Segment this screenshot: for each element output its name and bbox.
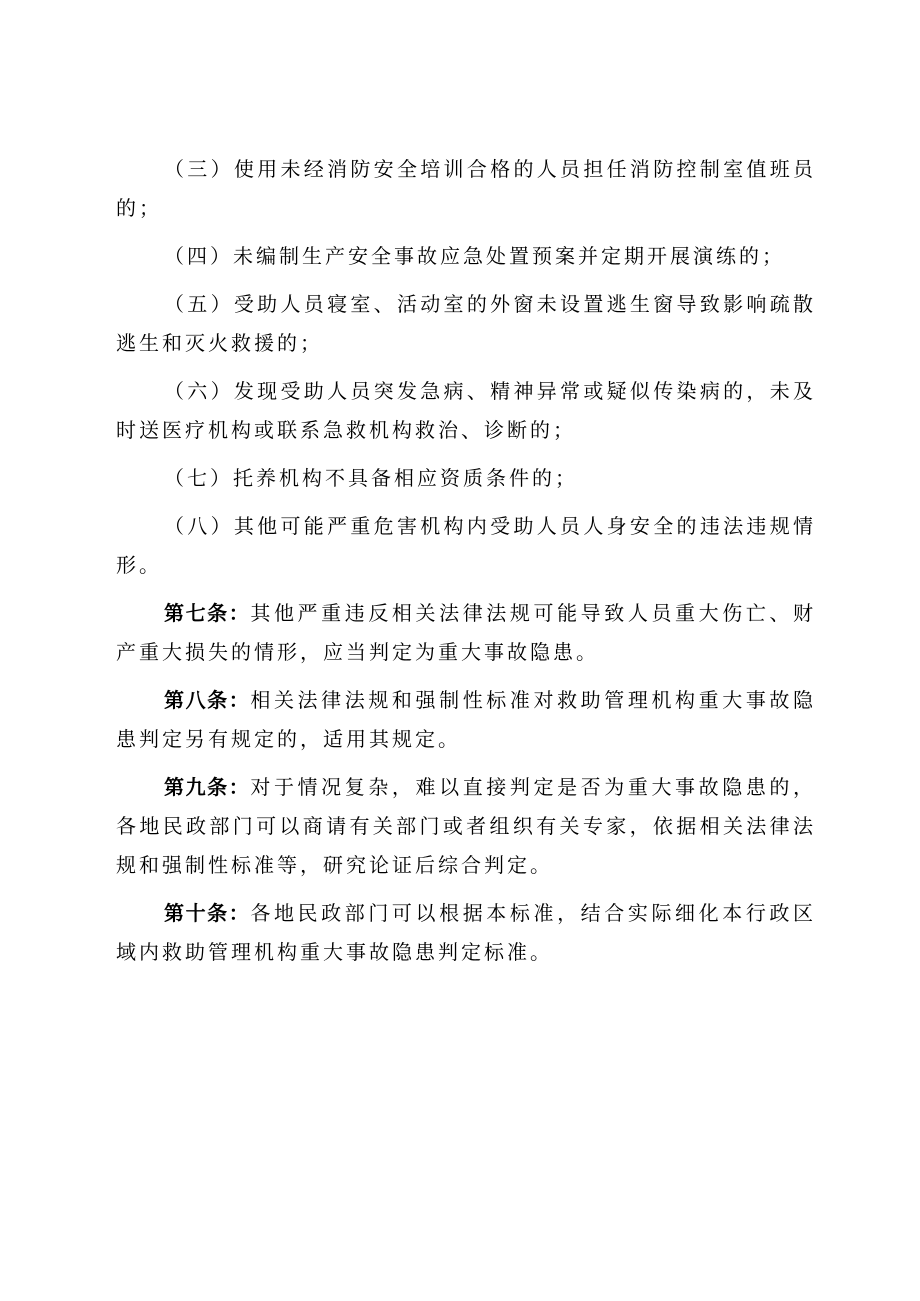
list-item: （八）其他可能严重危害机构内受助人员人身安全的违法违规情形。 <box>116 514 816 577</box>
paragraph-gap <box>116 498 816 507</box>
paragraph-gap <box>116 759 816 768</box>
article-nine <box>116 768 816 885</box>
article-ten <box>116 894 816 972</box>
article-eight <box>116 681 816 759</box>
article-body: 各地民政部门可以根据本标准，结合实际细化本行政区域内救助管理机构重大事故隐患判定标准。 <box>116 901 817 964</box>
list-item: （四）未编制生产安全事故应急处置预案并定期开展演练的； <box>164 244 785 268</box>
document-page <box>116 150 816 972</box>
paragraph-gap <box>116 276 816 285</box>
list-item: （三）使用未经消防安全培训合格的人员担任消防控制室值班员的； <box>116 157 816 220</box>
article-heading: 第十条： <box>164 901 251 925</box>
list-item: （六）发现受助人员突发急病、精神异常或疑似传染病的，未及时送医疗机构或联系急救机构救治、诊断的； <box>116 379 816 442</box>
paragraph-gap <box>116 363 816 372</box>
paragraph-gap <box>116 672 816 681</box>
article-body: 相关法律法规和强制性标准对救助管理机构重大事故隐患判定另有规定的，适用其规定。 <box>116 688 817 751</box>
article-seven <box>116 594 816 672</box>
article-heading: 第九条： <box>164 775 251 799</box>
paragraph-gap <box>116 585 816 594</box>
article-body: 对于情况复杂，难以直接判定是否为重大事故隐患的，各地民政部门可以商请有关部门或者组织有关专家，依据相关法律法规和强制性标准等，研究论证后综合判定。 <box>116 775 817 877</box>
article-heading: 第八条： <box>164 688 251 712</box>
paragraph-gap <box>116 885 816 894</box>
article-body: 其他严重违反相关法律法规可能导致人员重大伤亡、财产重大损失的情形，应当判定为重大事故隐患。 <box>116 601 817 664</box>
list-item: （七）托养机构不具备相应资质条件的； <box>164 466 578 490</box>
paragraph-gap <box>116 450 816 459</box>
list-item: （五）受助人员寝室、活动室的外窗未设置逃生窗导致影响疏散逃生和灭火救援的； <box>116 292 816 355</box>
paragraph-gap <box>116 228 816 237</box>
article-heading: 第七条： <box>164 601 251 625</box>
